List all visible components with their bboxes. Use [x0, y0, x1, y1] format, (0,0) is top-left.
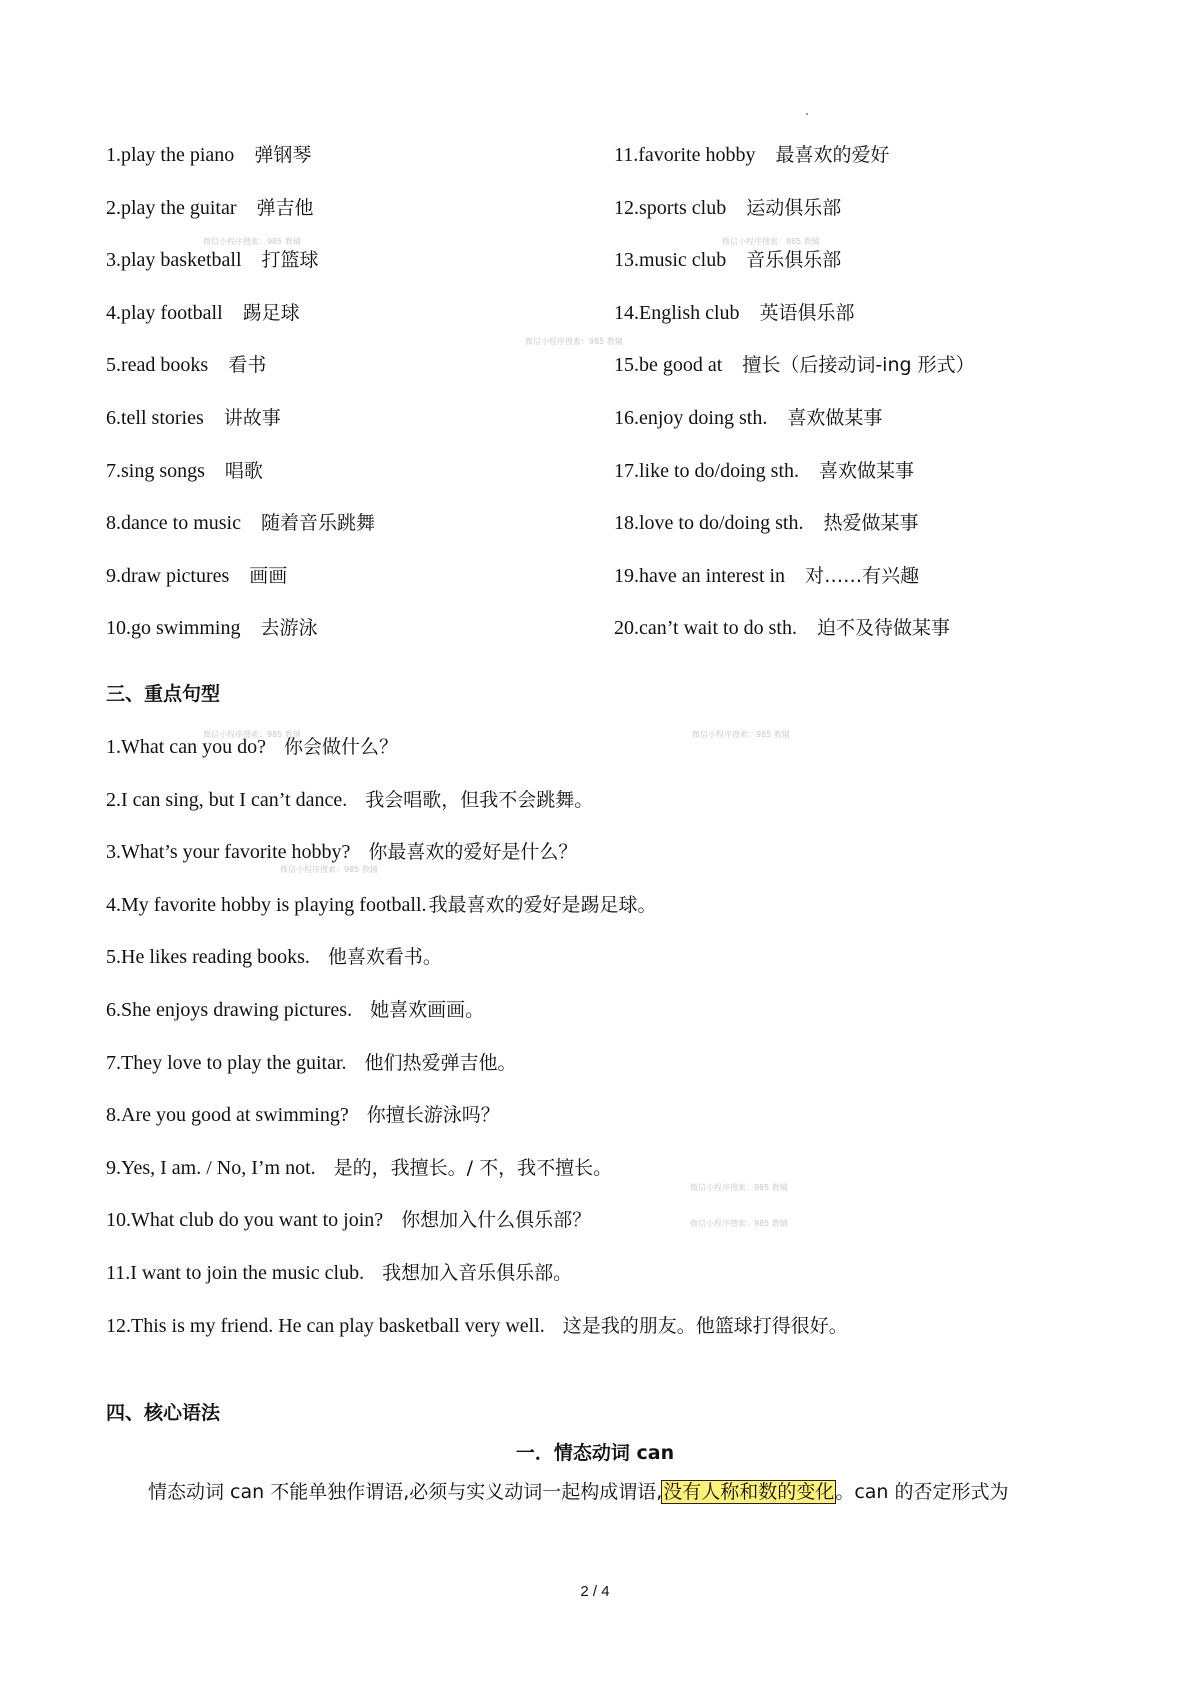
phrase-en: 10.go swimming	[106, 617, 241, 640]
sentence-item	[106, 890, 1106, 943]
phrase-cn: 英语俱乐部	[759, 301, 855, 324]
phrase-item	[106, 298, 375, 351]
watermark-text: 微信小程序搜索：985 教辅	[203, 730, 301, 739]
highlighted-phrase: 没有人称和数的变化	[663, 1481, 835, 1503]
phrase-item	[106, 140, 375, 193]
sentence-cn: 你最喜欢的爱好是什么？	[368, 841, 578, 864]
phrase-en: 18.love to do/doing sth.	[614, 512, 804, 535]
section-heading-key-sentences: 三、重点句型	[106, 683, 221, 705]
sentence-item	[106, 1311, 1106, 1364]
watermark-text: 微信小程序搜索：985 教辅	[722, 237, 820, 246]
phrase-cn: 对……有兴趣	[805, 564, 920, 587]
phrase-en: 5.read books	[106, 354, 209, 377]
watermark-text: 微信小程序搜索：985 教辅	[203, 237, 301, 246]
sentence-en: 1.What can you do?	[106, 736, 266, 758]
sentence-cn: 他们热爱弹吉他。	[364, 1051, 517, 1074]
watermark-text: 微信小程序搜索：985 教辅	[280, 865, 378, 874]
phrase-cn: 最喜欢的爱好	[775, 144, 890, 166]
grammar-paragraph	[148, 1477, 1108, 1507]
sentence-cn: 他喜欢看书。	[327, 946, 442, 969]
sentence-item	[106, 942, 1106, 995]
phrase-en: 13.music club	[614, 249, 727, 272]
watermark-text: 微信小程序搜索：985 教辅	[692, 730, 790, 739]
phrase-item	[106, 613, 375, 666]
sentence-en: 5.He likes reading books.	[106, 946, 310, 969]
phrase-item	[614, 613, 975, 666]
sentence-en: 9.Yes, I am. / No, I’m not.	[106, 1156, 316, 1179]
phrase-en: 2.play the guitar	[106, 196, 237, 219]
phrase-en: 11.favorite hobby	[614, 144, 756, 166]
sentence-cn: 这是我的朋友。他篮球打得很好。	[562, 1314, 848, 1337]
phrase-item	[614, 403, 975, 456]
sentence-item	[106, 1048, 1106, 1101]
phrase-cn: 看书	[228, 354, 267, 377]
phrase-en: 12.sports club	[614, 196, 727, 219]
phrase-cn: 随着音乐跳舞	[260, 512, 375, 535]
phrase-cn: 喜欢做某事	[819, 459, 915, 482]
phrase-en: 9.draw pictures	[106, 564, 230, 587]
sentence-en: 4.My favorite hobby is playing football.	[106, 893, 427, 916]
sentence-en: 12.This is my friend. He can play basketball very well.	[106, 1314, 545, 1337]
sentence-cn: 是的，我擅长。/ 不，我不擅长。	[333, 1156, 613, 1179]
sentence-cn: 我会唱歌，但我不会跳舞。	[365, 788, 594, 811]
watermark-text: 微信小程序搜索：985 教辅	[690, 1219, 788, 1228]
phrase-en: 6.tell stories	[106, 406, 204, 429]
sentence-en: 6.She enjoys drawing pictures.	[106, 998, 353, 1021]
phrase-en: 19.have an interest in	[614, 564, 786, 587]
sentence-item	[106, 995, 1106, 1048]
subsection-heading-modal-can: 一．情态动词 can	[515, 1442, 675, 1464]
phrase-cn: 弹钢琴	[254, 144, 312, 166]
phrase-en: 7.sing songs	[106, 459, 205, 482]
phrase-en: 8.dance to music	[106, 512, 241, 535]
phrase-en: 4.play football	[106, 301, 223, 324]
section-heading-core-grammar: 四、核心语法	[106, 1402, 221, 1424]
sentence-cn: 你会做什么？	[283, 736, 398, 758]
sentence-en: 8.Are you good at swimming?	[106, 1104, 349, 1127]
sentence-item	[106, 1258, 1106, 1311]
phrase-item	[106, 350, 375, 403]
sentence-list	[106, 732, 1106, 1363]
phrase-cn: 唱歌	[224, 459, 263, 482]
phrase-item	[614, 298, 975, 351]
phrase-item	[614, 245, 975, 298]
phrase-en: 14.English club	[614, 301, 740, 324]
phrase-cn: 画画	[249, 564, 288, 587]
phrase-en: 20.can’t wait to do sth.	[614, 617, 797, 640]
phrase-cn: 喜欢做某事	[787, 406, 883, 429]
sentence-cn: 她喜欢画画。	[370, 998, 485, 1021]
phrase-en: 1.play the piano	[106, 144, 235, 166]
sentence-en: 10.What club do you want to join?	[106, 1209, 384, 1232]
phrase-cn: 去游泳	[260, 617, 318, 640]
phrase-en: 17.like to do/doing sth.	[614, 459, 799, 482]
phrase-column-right	[614, 140, 975, 666]
sentence-en: 3.What’s your favorite hobby?	[106, 841, 351, 864]
paragraph-text-start: 情态动词 can 不能单独作谓语,必须与实义动词一起构成谓语,	[148, 1481, 663, 1503]
phrase-item	[614, 561, 975, 614]
phrase-column-left	[106, 140, 375, 666]
phrase-cn: 踢足球	[242, 301, 300, 324]
phrase-cn: 讲故事	[223, 406, 281, 429]
phrase-item	[106, 403, 375, 456]
phrase-cn: 迫不及待做某事	[816, 617, 950, 640]
sentence-en: 2.I can sing, but I can’t dance.	[106, 788, 348, 811]
phrase-item	[614, 456, 975, 509]
sentence-cn: 你擅长游泳吗？	[366, 1104, 500, 1127]
sentence-en: 11.I want to join the music club.	[106, 1261, 365, 1284]
sentence-cn: 我想加入音乐俱乐部。	[382, 1261, 573, 1284]
phrase-item	[614, 350, 975, 403]
phrase-cn: 打篮球	[261, 249, 319, 272]
phrase-item	[614, 508, 975, 561]
sentence-item	[106, 837, 1106, 890]
phrase-cn: 运动俱乐部	[746, 196, 842, 219]
phrase-item	[106, 508, 375, 561]
phrase-cn: 音乐俱乐部	[746, 249, 842, 272]
watermark-text: 微信小程序搜索：985 教辅	[525, 337, 623, 346]
phrase-item	[106, 245, 375, 298]
phrase-cn: 弹吉他	[256, 196, 314, 219]
watermark-text: 微信小程序搜索：985 教辅	[690, 1183, 788, 1192]
phrase-en: 15.be good at	[614, 354, 723, 377]
sentence-item	[106, 1153, 1106, 1206]
scan-speck	[806, 113, 808, 115]
phrase-item	[614, 140, 975, 193]
sentence-cn: 你想加入什么俱乐部？	[401, 1209, 592, 1232]
sentence-item	[106, 785, 1106, 838]
phrase-item	[106, 456, 375, 509]
phrase-item	[106, 561, 375, 614]
phrase-en: 3.play basketball	[106, 249, 242, 272]
page-number: 2 / 4	[580, 1583, 610, 1600]
sentence-item	[106, 1100, 1106, 1153]
sentence-en: 7.They love to play the guitar.	[106, 1051, 347, 1074]
paragraph-text-end: 。can 的否定形式为	[835, 1481, 1009, 1503]
phrase-cn: 擅长（后接动词-ing 形式）	[742, 354, 975, 377]
sentence-item	[106, 1205, 1106, 1258]
sentence-cn: 我最喜欢的爱好是踢足球。	[428, 893, 657, 916]
phrase-cn: 热爱做某事	[823, 512, 919, 535]
phrase-en: 16.enjoy doing sth.	[614, 406, 768, 429]
